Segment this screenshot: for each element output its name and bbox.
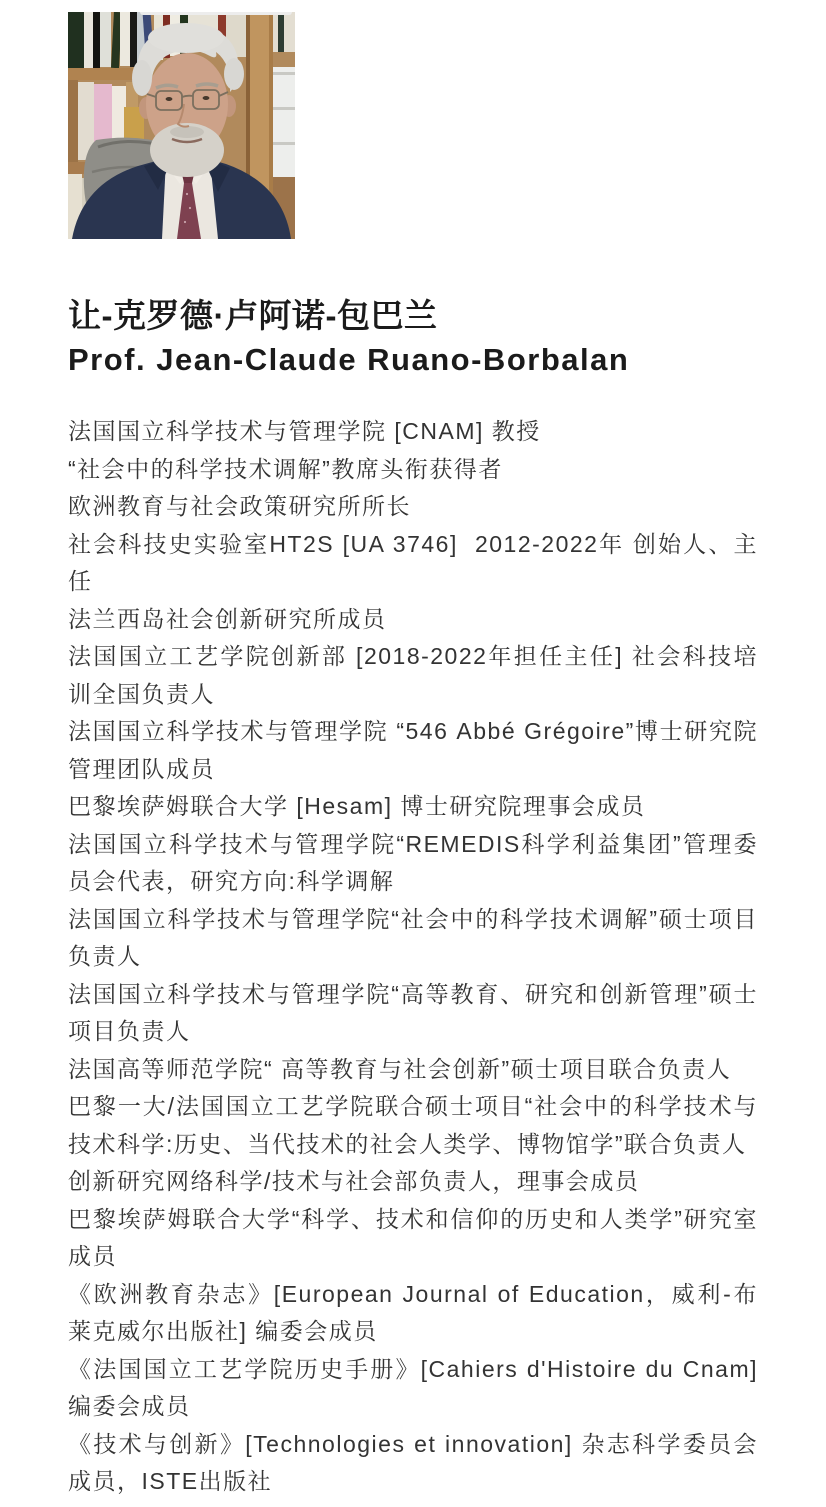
bio-line: 法国高等师范学院“ 高等教育与社会创新”硕士项目联合负责人 — [68, 1055, 732, 1082]
bio-line: 《技术与创新》[Technologies et innovation] 杂志科学委员会成员，ISTE出版社 — [68, 1430, 758, 1494]
bio-line: 创新研究网络科学/技术与社会部负责人，理事会成员 — [68, 1168, 640, 1194]
bio-line: 《欧洲教育杂志》[European Journal of Education，威利-布莱克威尔出版社] 编委会成员 — [68, 1280, 758, 1344]
bio-line: 《法国国立工艺学院历史手册》[Cahiers d'Histoire du Cnam] 编委会成员 — [68, 1355, 766, 1419]
profile-photo[interactable] — [68, 12, 295, 239]
bio-line: 法国国立科学技术与管理学院 [CNAM] 教授 — [68, 418, 541, 444]
bio-line: 欧洲教育与社会政策研究所所长 — [68, 493, 411, 519]
bio-line: 法国国立科学技术与管理学院“社会中的科学技术调解”硕士项目负责人 — [68, 905, 758, 969]
profile-photo-figure — [68, 12, 295, 239]
cropped-element-fragment — [140, 12, 292, 15]
bio-line: 巴黎一大/法国国立工艺学院联合硕士项目“社会中的科学技术与技术科学:历史、当代技术的社会人类学、博物馆学”联合负责人 — [68, 1093, 758, 1157]
bio-list — [68, 413, 766, 1501]
article-body — [0, 12, 826, 1501]
bio-line: 社会科技史实验室HT2S [UA 3746] 2012-2022年 创始人、主任 — [68, 530, 758, 594]
bio-line: 巴黎埃萨姆联合大学“科学、技术和信仰的历史和人类学”研究室成员 — [68, 1205, 758, 1269]
bio-line: 法国国立科学技术与管理学院 “546 Abbé Grégoire”博士研究院管理团队成员 — [68, 718, 758, 782]
profile-name-zh: 让-克罗德·卢阿诺-包巴兰 — [68, 297, 438, 334]
bio-line: 法国国立工艺学院创新部 [2018-2022年担任主任] 社会科技培训全国负责人 — [68, 643, 758, 707]
bio-line: 法兰西岛社会创新研究所成员 — [68, 605, 387, 632]
profile-name-en: Prof. Jean-Claude Ruano-Borbalan — [68, 342, 630, 377]
bio-line: 法国国立科学技术与管理学院“高等教育、研究和创新管理”硕士项目负责人 — [68, 980, 758, 1044]
bio-line: “社会中的科学技术调解”教席头衔获得者 — [68, 455, 503, 482]
page-title — [68, 295, 758, 383]
bio-line: 法国国立科学技术与管理学院“REMEDIS科学利益集团”管理委员会代表，研究方向:科学调解 — [68, 830, 758, 894]
bio-line: 巴黎埃萨姆联合大学 [Hesam] 博士研究院理事会成员 — [68, 793, 646, 819]
